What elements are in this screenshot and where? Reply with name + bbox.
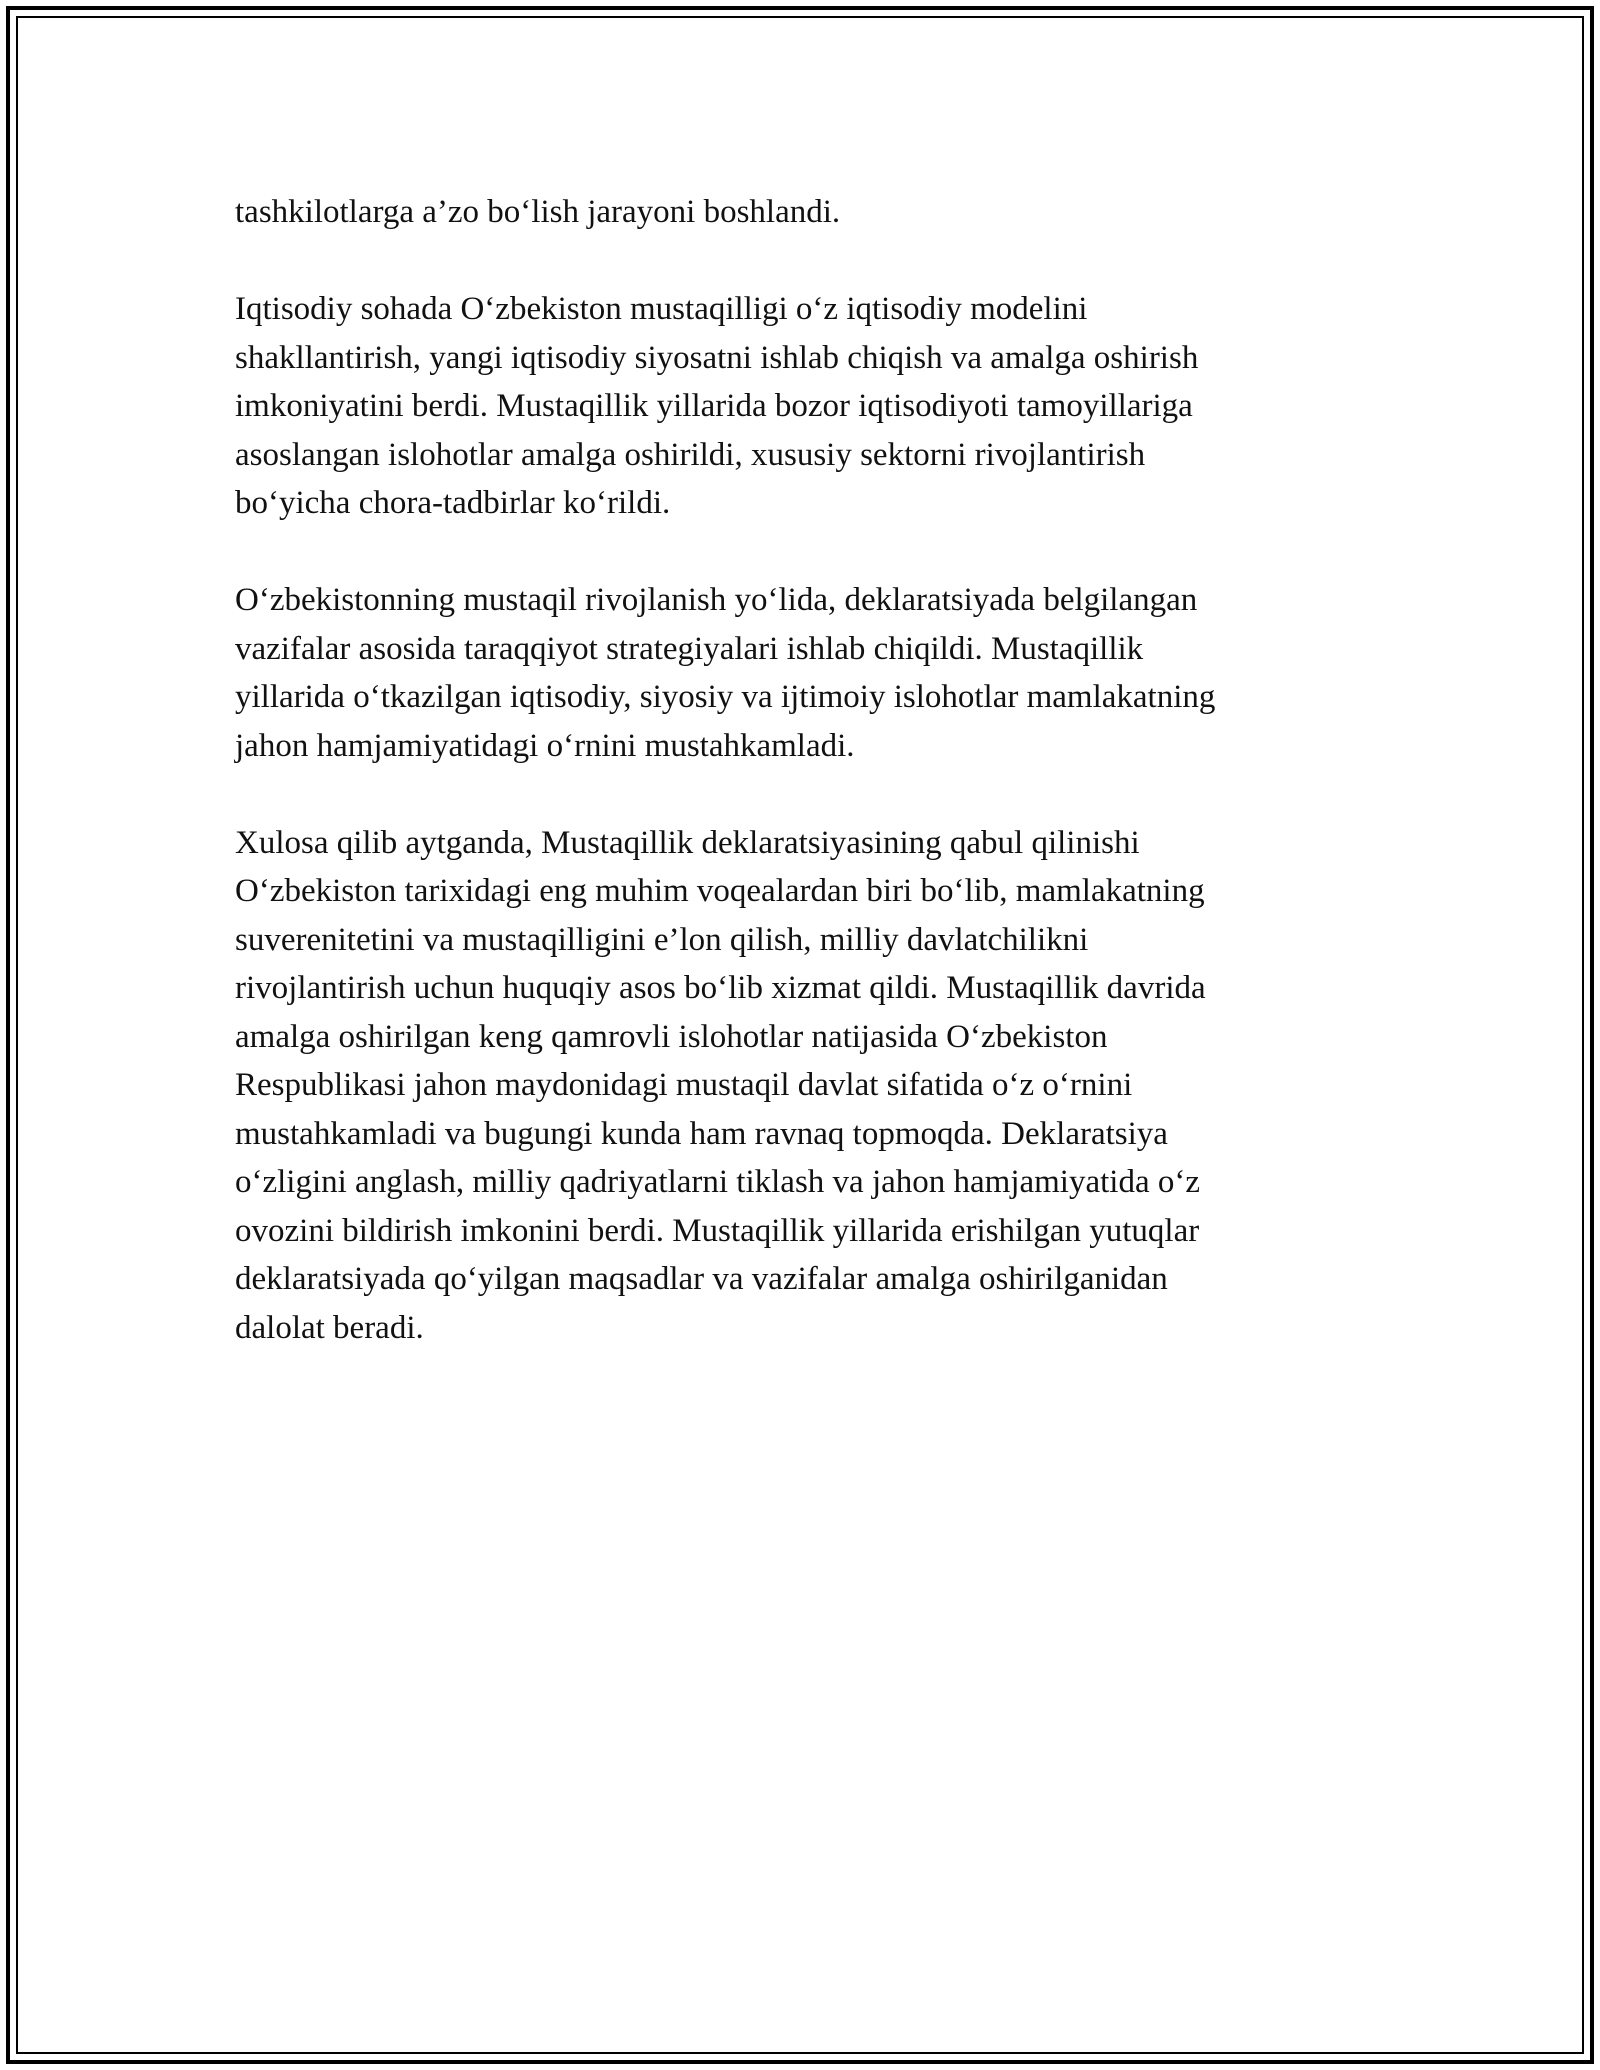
document-body: [235, 188, 1355, 1401]
paragraph-economy: Iqtisodiy sohada O‘zbekiston mustaqilligi o‘z iqtisodiy modelini shakllantirish, yangi iqtisodiy siyosatni ishlab chiqish va amalga oshirish imkoniyatini berdi. Mustaqillik yillarida bozor iqtisodiyoti tamoyillariga asoslangan islohotlar amalga oshirildi, xususiy sektorni rivojlantirish bo‘yicha chora-tadbirlar ko‘rildi.: [235, 291, 1199, 521]
paragraph-conclusion: Xulosa qilib aytganda, Mustaqillik deklaratsiyasining qabul qilinishi O‘zbekiston tarixidagi eng muhim voqealardan biri bo‘lib, mamlakatning suverenitetini va mustaqilligini e’lon qilish, milliy davlatchilikni rivojlantirish uchun huquqiy asos bo‘lib xizmat qildi. Mustaqillik davrida amalga oshirilgan keng qamrovli islohotlar natijasida O‘zbekiston Respublikasi jahon maydonidagi mustaqil davlat sifatida o‘z o‘rnini mustahkamladi va bugungi kunda ham ravnaq topmoqda. Deklaratsiya o‘zligini anglash, milliy qadriyatlarni tiklash va jahon hamjamiyatida o‘z ovozini bildirish imkonini berdi. Mustaqillik yillarida erishilgan yutuqlar deklaratsiyada qo‘yilgan maqsadlar va vazifalar amalga oshirilganidan dalolat beradi.: [235, 824, 1206, 1346]
paragraph-development: O‘zbekistonning mustaqil rivojlanish yo‘lida, deklaratsiyada belgilangan vazifalar asosida taraqqiyot strategiyalari ishlab chiqildi. Mustaqillik yillarida o‘tkazilgan iqtisodiy, siyosiy va ijtimoiy islohotlar mamlakatning jahon hamjamiyatidagi o‘rnini mustahkamladi.: [235, 582, 1216, 764]
paragraph-continuation: tashkilotlarga a’zo bo‘lish jarayoni boshlandi.: [235, 194, 841, 230]
